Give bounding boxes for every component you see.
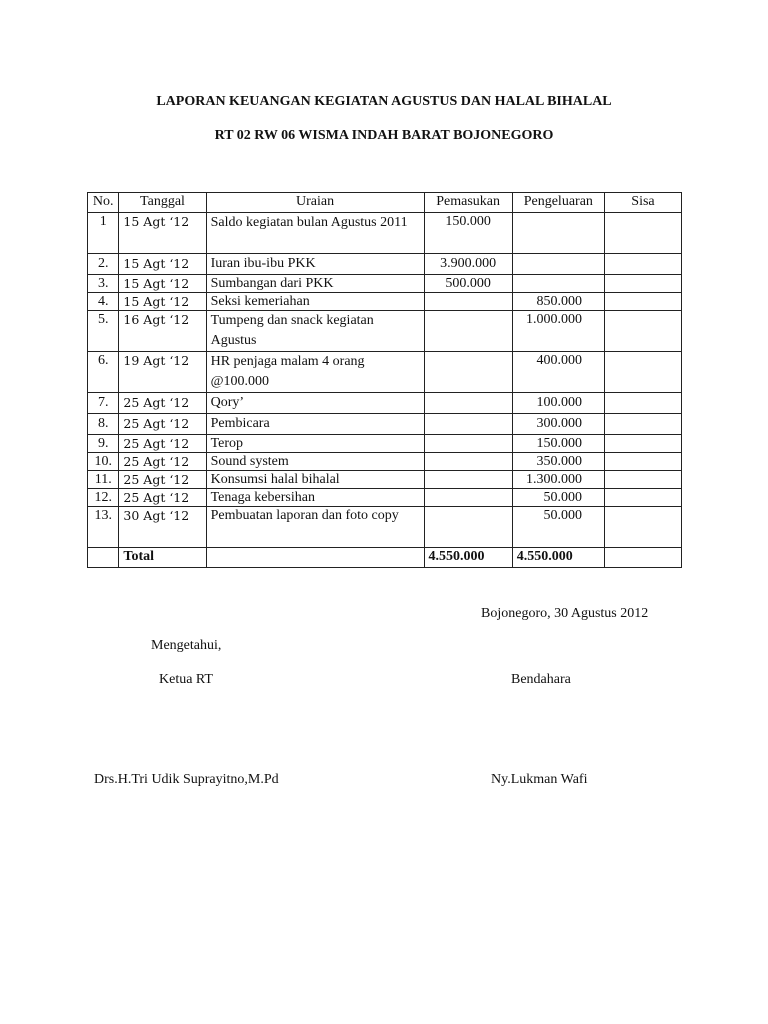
cell-date: 25 Agt ‘12 bbox=[119, 453, 206, 471]
cell-date: 15 Agt ‘12 bbox=[119, 293, 206, 311]
cell-date: 25 Agt ‘12 bbox=[119, 471, 206, 489]
total-row bbox=[88, 548, 682, 568]
column-header-description: Uraian bbox=[206, 193, 424, 213]
cell-balance bbox=[604, 213, 681, 254]
cell-balance bbox=[604, 453, 681, 471]
cell-income bbox=[424, 453, 512, 471]
cell-expense: 100.000 bbox=[512, 393, 604, 414]
cell-income bbox=[424, 311, 512, 352]
cell-income: 500.000 bbox=[424, 275, 512, 293]
cell-no: 12. bbox=[88, 489, 119, 507]
table-header-row bbox=[88, 193, 682, 213]
cell-description: Terop bbox=[206, 435, 424, 453]
column-header-income: Pemasukan bbox=[424, 193, 512, 213]
signatory-role-left: Ketua RT bbox=[159, 672, 213, 687]
cell-income bbox=[424, 435, 512, 453]
cell-date: 25 Agt ‘12 bbox=[119, 489, 206, 507]
report-title: LAPORAN KEUANGAN KEGIATAN AGUSTUS DAN HALAL BIHALAL bbox=[156, 94, 612, 109]
cell-date: 25 Agt ‘12 bbox=[119, 414, 206, 435]
cell-balance bbox=[604, 507, 681, 548]
table-row bbox=[88, 471, 682, 489]
total-label: Total bbox=[119, 548, 206, 568]
table-row bbox=[88, 393, 682, 414]
cell-no: 1 bbox=[88, 213, 119, 254]
cell-date: 30 Agt ‘12 bbox=[119, 507, 206, 548]
report-subtitle: RT 02 RW 06 WISMA INDAH BARAT BOJONEGORO bbox=[214, 128, 554, 143]
column-header-date: Tanggal bbox=[119, 193, 206, 213]
column-header-expense: Pengeluaran bbox=[512, 193, 604, 213]
place-and-date: Bojonegoro, 30 Agustus 2012 bbox=[481, 606, 649, 621]
cell-date: 19 Agt ‘12 bbox=[119, 352, 206, 393]
cell-description bbox=[206, 548, 424, 568]
cell-no: 2. bbox=[88, 254, 119, 275]
cell-balance bbox=[604, 352, 681, 393]
cell-expense: 350.000 bbox=[512, 453, 604, 471]
cell-description: HR penjaga malam 4 orang @100.000 bbox=[206, 352, 424, 393]
cell-expense bbox=[512, 254, 604, 275]
cell-balance bbox=[604, 311, 681, 352]
cell-income bbox=[424, 489, 512, 507]
cell-date: 25 Agt ‘12 bbox=[119, 435, 206, 453]
cell-no: 8. bbox=[88, 414, 119, 435]
table-row bbox=[88, 352, 682, 393]
table-row bbox=[88, 293, 682, 311]
cell-expense bbox=[512, 275, 604, 293]
cell-description: Seksi kemeriahan bbox=[206, 293, 424, 311]
cell-balance bbox=[604, 254, 681, 275]
finance-table bbox=[87, 192, 682, 568]
total-expense: 4.550.000 bbox=[512, 548, 604, 568]
cell-date: 15 Agt ‘12 bbox=[119, 254, 206, 275]
table-row bbox=[88, 435, 682, 453]
cell-description: Iuran ibu-ibu PKK bbox=[206, 254, 424, 275]
cell-description: Pembicara bbox=[206, 414, 424, 435]
acknowledged-label: Mengetahui, bbox=[151, 638, 222, 653]
cell-description: Saldo kegiatan bulan Agustus 2011 bbox=[206, 213, 424, 254]
cell-income bbox=[424, 471, 512, 489]
cell-description: Konsumsi halal bihalal bbox=[206, 471, 424, 489]
total-balance bbox=[604, 548, 681, 568]
cell-no: 6. bbox=[88, 352, 119, 393]
table-row bbox=[88, 311, 682, 352]
cell-expense: 300.000 bbox=[512, 414, 604, 435]
cell-date: 15 Agt ‘12 bbox=[119, 275, 206, 293]
cell-income: 150.000 bbox=[424, 213, 512, 254]
column-header-balance: Sisa bbox=[604, 193, 681, 213]
cell-description: Pembuatan laporan dan foto copy bbox=[206, 507, 424, 548]
cell-balance bbox=[604, 275, 681, 293]
cell-balance bbox=[604, 393, 681, 414]
cell-income bbox=[424, 393, 512, 414]
cell-expense: 50.000 bbox=[512, 507, 604, 548]
table-row bbox=[88, 213, 682, 254]
signatory-role-right: Bendahara bbox=[511, 672, 571, 687]
table-row bbox=[88, 414, 682, 435]
cell-no: 3. bbox=[88, 275, 119, 293]
cell-no: 7. bbox=[88, 393, 119, 414]
cell-no: 10. bbox=[88, 453, 119, 471]
cell-balance bbox=[604, 435, 681, 453]
cell-no: 9. bbox=[88, 435, 119, 453]
table-row bbox=[88, 275, 682, 293]
cell-no: 5. bbox=[88, 311, 119, 352]
cell-no: 4. bbox=[88, 293, 119, 311]
column-header-no: No. bbox=[88, 193, 119, 213]
cell-balance bbox=[604, 489, 681, 507]
cell-balance bbox=[604, 293, 681, 311]
cell-balance bbox=[604, 471, 681, 489]
cell-expense bbox=[512, 213, 604, 254]
cell-income bbox=[424, 507, 512, 548]
cell-description: Tumpeng dan snack kegiatan Agustus bbox=[206, 311, 424, 352]
cell-no: 13. bbox=[88, 507, 119, 548]
signatory-name-left: Drs.H.Tri Udik Suprayitno,M.Pd bbox=[94, 772, 279, 787]
table-row bbox=[88, 507, 682, 548]
cell-expense: 1.300.000 bbox=[512, 471, 604, 489]
cell-date: 25 Agt ‘12 bbox=[119, 393, 206, 414]
cell-description: Tenaga kebersihan bbox=[206, 489, 424, 507]
cell-income bbox=[424, 293, 512, 311]
total-income: 4.550.000 bbox=[424, 548, 512, 568]
cell-expense: 400.000 bbox=[512, 352, 604, 393]
cell-description: Qory’ bbox=[206, 393, 424, 414]
cell-date: 16 Agt ‘12 bbox=[119, 311, 206, 352]
cell-income bbox=[424, 414, 512, 435]
table-row bbox=[88, 254, 682, 275]
cell-balance bbox=[604, 414, 681, 435]
cell-description: Sumbangan dari PKK bbox=[206, 275, 424, 293]
cell-description: Sound system bbox=[206, 453, 424, 471]
cell-no bbox=[88, 548, 119, 568]
cell-income: 3.900.000 bbox=[424, 254, 512, 275]
cell-no: 11. bbox=[88, 471, 119, 489]
signatory-name-right: Ny.Lukman Wafi bbox=[491, 772, 588, 787]
cell-income bbox=[424, 352, 512, 393]
cell-expense: 50.000 bbox=[512, 489, 604, 507]
cell-date: 15 Agt ‘12 bbox=[119, 213, 206, 254]
cell-expense: 150.000 bbox=[512, 435, 604, 453]
table-row bbox=[88, 453, 682, 471]
cell-expense: 1.000.000 bbox=[512, 311, 604, 352]
cell-expense: 850.000 bbox=[512, 293, 604, 311]
table-row bbox=[88, 489, 682, 507]
